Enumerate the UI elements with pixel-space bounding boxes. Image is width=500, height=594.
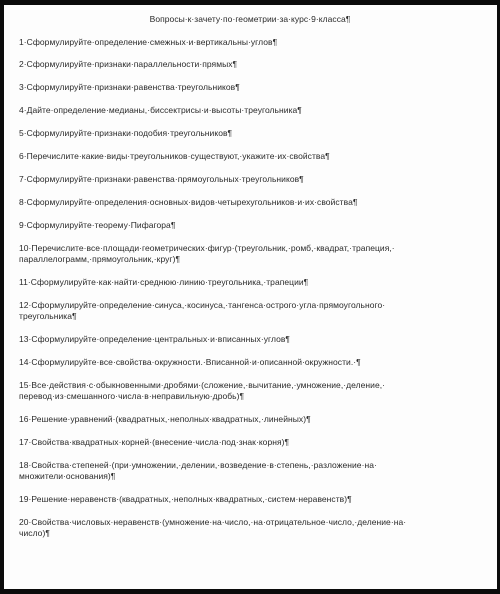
question-19 [19, 494, 491, 505]
question-line: 20·Свойства·числовых·неравенств·(умножение·на·число,·на·отрицательное·число,·деление·на· [19, 517, 407, 527]
question-line: 4·Дайте·определение·медианы,·биссектрисы·и·высоты·треугольника¶ [19, 105, 302, 115]
question-line: 2·Сформулируйте·признаки·параллельности·прямых¶ [19, 59, 238, 69]
question-line: 3·Сформулируйте·признаки·равенства·треугольников¶ [19, 82, 240, 92]
question-line: 17·Свойства·квадратных·корней·(внесение·числа·под·знак·корня)¶ [19, 437, 290, 447]
question-9 [19, 220, 491, 231]
question-6 [19, 151, 491, 162]
question-line: 10·Перечислите·все·площади·геометрических·фигур·(треугольник,·ромб,·квадрат,·трапеция,· [19, 243, 395, 253]
question-13 [19, 334, 491, 345]
question-line: 15·Все·действия·с·обыкновенными·дробями·(сложение,·вычитание,·умножение,·деление,· [19, 380, 386, 390]
question-2 [19, 59, 491, 70]
document-page [4, 5, 497, 589]
question-line: 13·Сформулируйте·определение·центральных·и·вписанных·углов¶ [19, 334, 291, 344]
question-11 [19, 277, 491, 288]
question-line: 1·Сформулируйте·определение·смежных·и·вертикальны·углов¶ [19, 37, 278, 47]
question-line: 7·Сформулируйте·признаки·равенства·прямоугольных·треугольников¶ [19, 174, 304, 184]
question-1 [19, 37, 491, 48]
question-18 [19, 460, 491, 482]
question-12 [19, 300, 491, 322]
question-line: 16·Решение·уравнений·(квадратных,·неполных·квадратных,·линейных)¶ [19, 414, 311, 424]
question-line: множители·основания)¶ [19, 471, 116, 481]
question-line: 19·Решение·неравенств·(квадратных,·неполных·квадратных,·систем·неравенств)¶ [19, 494, 352, 504]
question-line: 9·Сформулируйте·теорему·Пифагора¶ [19, 220, 176, 230]
question-16 [19, 414, 491, 425]
question-14 [19, 357, 491, 368]
question-line: 18·Свойства·степеней·(при·умножении,·делении,·возведение·в·степень,·разложение·на· [19, 460, 377, 470]
question-line: 6·Перечислите·какие·виды·треугольников·существуют,·укажите·их·свойства¶ [19, 151, 330, 161]
question-line: 5·Сформулируйте·признаки·подобия·треугольников¶ [19, 128, 233, 138]
question-5 [19, 128, 491, 139]
question-line: 14·Сформулируйте·все·свойства·окружности.·Вписанной·и·описанной·окружности.·¶ [19, 357, 361, 367]
question-line: 11·Сформулируйте·как·найти·среднюю·линию·треугольника,·трапеции¶ [19, 277, 309, 287]
question-7 [19, 174, 491, 185]
question-3 [19, 82, 491, 93]
question-line: 8·Сформулируйте·определения·основных·видов·четырехугольников·и·их·свойства¶ [19, 197, 358, 207]
question-4 [19, 105, 491, 116]
question-line: 12·Сформулируйте·определение·синуса,·косинуса,·тангенса·острого·угла·прямоугольного· [19, 300, 386, 310]
question-line: число)¶ [19, 528, 50, 538]
question-line: треугольника¶ [19, 311, 77, 321]
question-17 [19, 437, 491, 448]
document-title: Вопросы·к·зачету·по·геометрии·за·курс·9·класса¶ [149, 14, 351, 24]
question-20 [19, 517, 491, 539]
question-10 [19, 243, 491, 265]
question-8 [19, 197, 491, 208]
question-line: параллелограмм,·прямоугольник,·круг)¶ [19, 254, 181, 264]
question-line: перевод·из·смешанного·числа·в·неправильную·дробь)¶ [19, 391, 245, 401]
question-15 [19, 380, 491, 402]
